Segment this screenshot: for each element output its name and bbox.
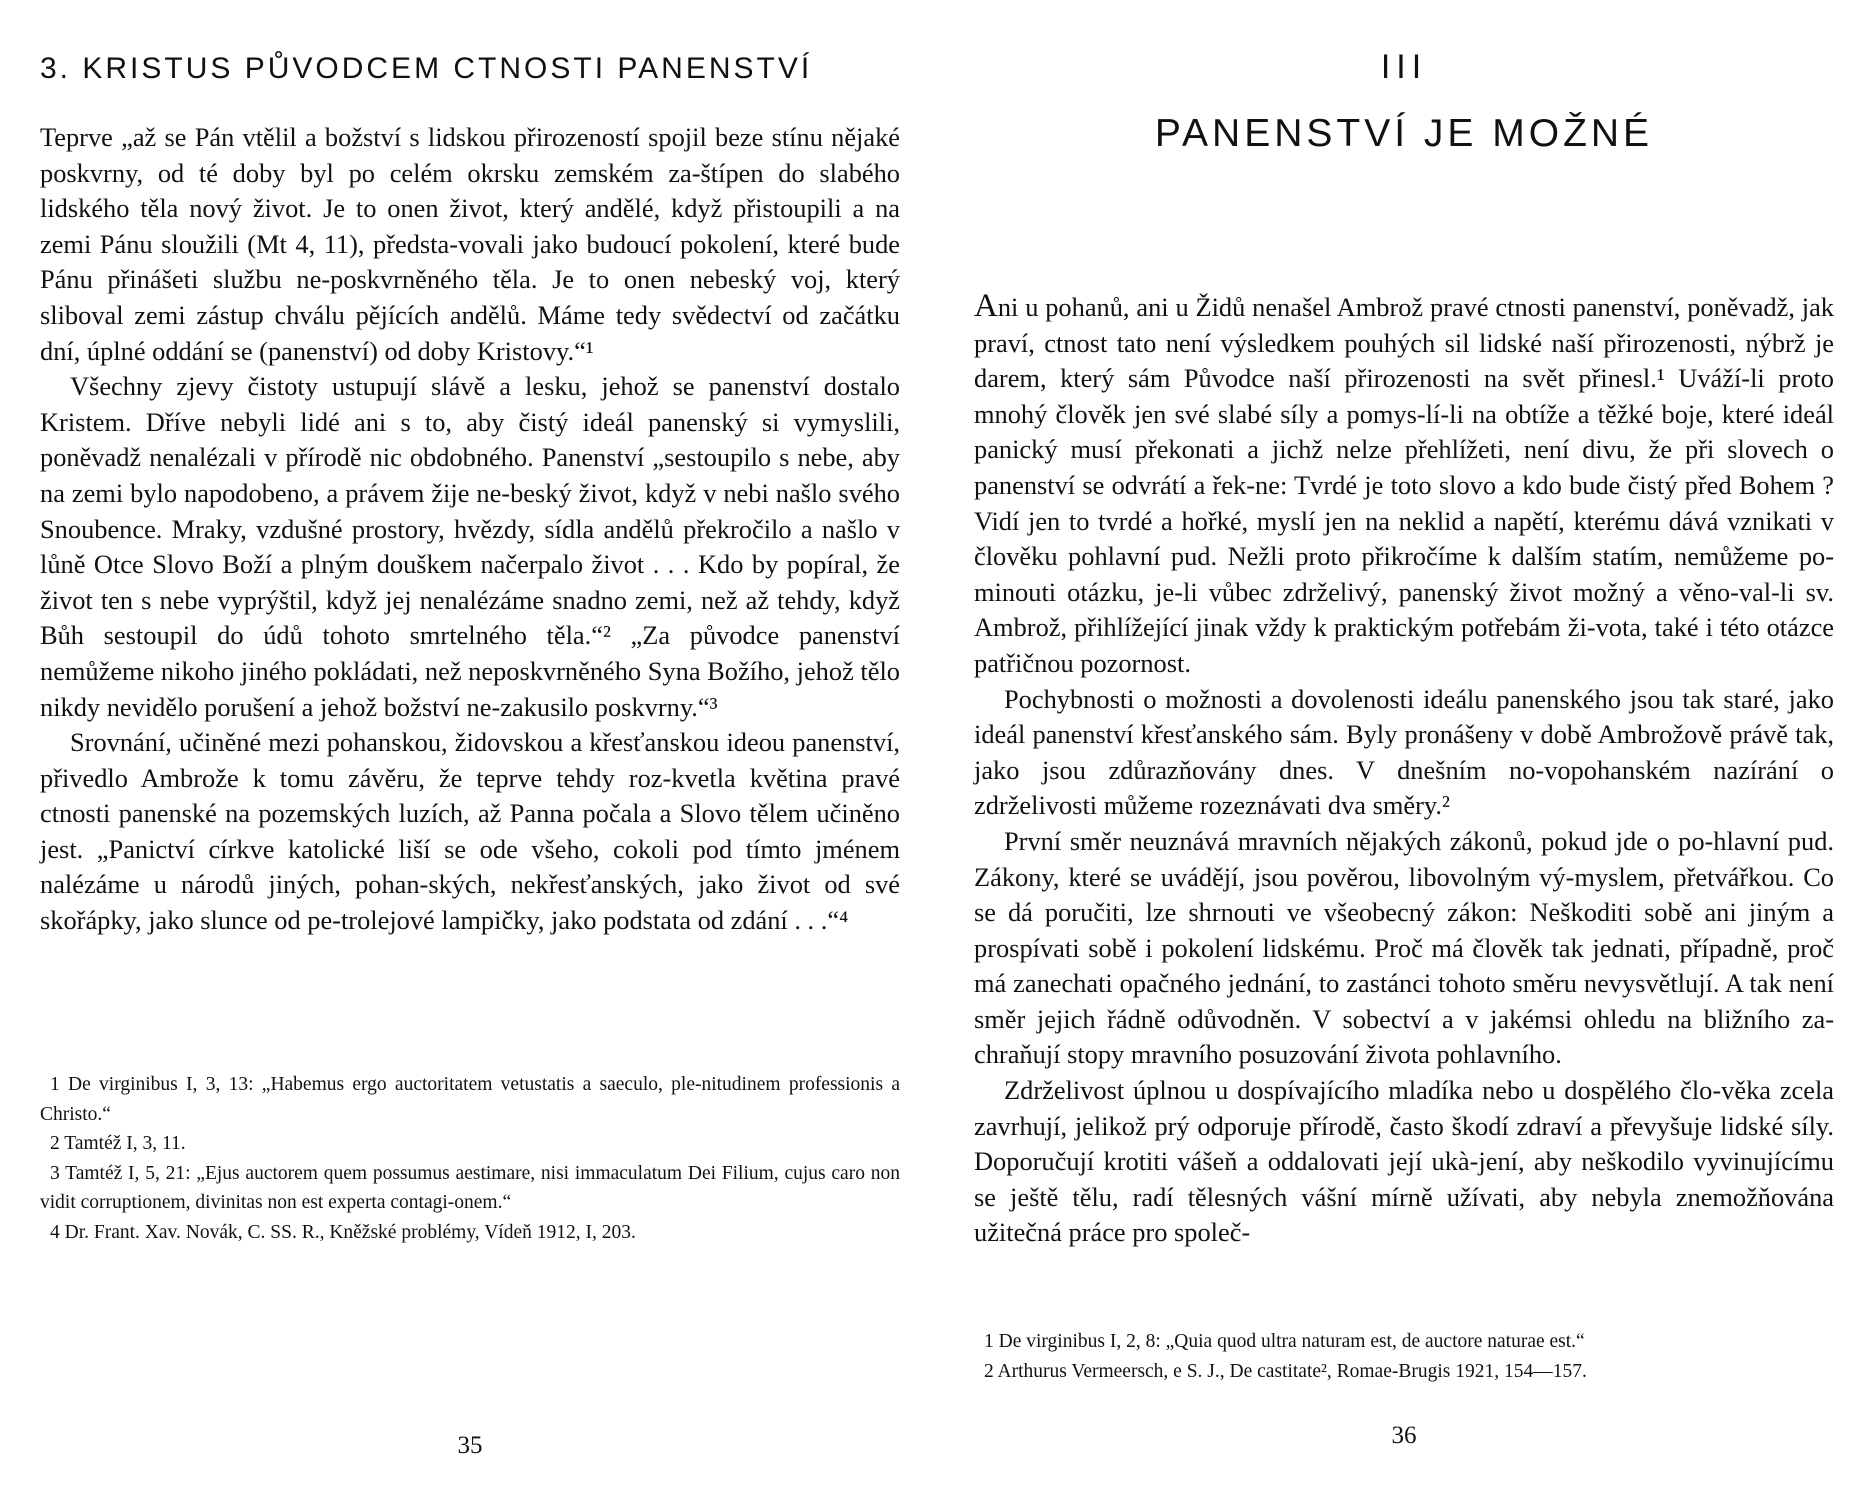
running-head: 3. KRISTUS PŮVODCEM CTNOSTI PANENSTVÍ xyxy=(40,52,813,85)
left-footnotes xyxy=(40,1070,900,1248)
paragraph: Všechny zjevy čistoty ustupují slávě a lesku, jehož se panenství dostalo Kristem. Dříve nebyli lidé ani s to, aby čistý ideál panenský si vymyslili, poněvadž nenalézali v přírodě nic obdobného. Panenství „sestoupilo s nebe, aby na zemi bylo napodobeno, a právem žije ne-beský život, když v nebi našlo svého Snoubence. Mraky, vzdušné prostory, hvězdy, sídla andělů překročilo a našlo v lůně Otce Slovo Boží a plným douškem načerpalo život . . . Kdo by popíral, že život ten s nebe vyprýštil, když jej nenalézáme snadno zemi, než až tehdy, když Bůh sestoupil do údů tohoto smrtelného těla.“² „Za původce panenství nemůžeme nikoho jiného pokládati, než neposkvrněného Syna Božího, jehož tělo nikdy nevidělo porušení a jehož božství ne-zakusilo poskvrny.“³ xyxy=(40,371,900,722)
footnote: 1 De virginibus I, 3, 13: „Habemus ergo auctoritatem vetustatis a saeculo, ple-nitudinem professionis a Christo.“ xyxy=(40,1074,900,1125)
page-number: 35 xyxy=(457,1432,483,1459)
opening-paragraph xyxy=(974,289,1834,682)
paragraph: Zdrželivost úplnou u dospívajícího mladíka nebo u dospělého člo-věka zcela zavrhují, jelikož prý odporuje přírodě, často škodí zdraví a převyšuje lidské síly. Doporučují krotiti vášeň a oddalovati její ukà-jení, aby neškodilo vyvinujícímu se ještě tělu, radí tělesných vášní mírně užívati, aby nebyla znemožňována užitečná práce pro společ- xyxy=(974,1075,1834,1248)
footnote: 1 De virginibus I, 2, 8: „Quia quod ultra naturam est, de auctore naturae est.“ xyxy=(984,1331,1585,1352)
paragraph: Pochybnosti o možnosti a dovolenosti ideálu panenského jsou tak staré, jako ideál panenství křesťanského sám. Byly pronášeny v době Ambrožově právě tak, jako jsou zdůrazňovány dnes. V dnešním no-vopohanském nazírání o zdrželivosti můžeme rozeznávati dva směry.² xyxy=(974,683,1834,821)
footnote: 2 Arthurus Vermeersch, e S. J., De castitate², Romae-Brugis 1921, 154—157. xyxy=(984,1360,1587,1382)
footnote: 4 Dr. Frant. Xav. Novák, C. SS. R., Kněžské problémy, Vídeň 1912, I, 203. xyxy=(50,1221,636,1243)
paragraph: Srovnání, učiněné mezi pohanskou, židovskou a křesťanskou ideou panenství, přivedlo Ambrože k tomu závěru, že teprve tehdy roz-kvetla květina pravé ctnosti panenské na pozemských luzích, až Panna počala a Slovo tělem učiněno jest. „Panictví církve katolické liší se ode všeho, cokoli pod tímto jménem nalézáme u národů jiných, pohan-ských, nekřesťanských, jako život od své skořápky, jako slunce od pe-trolejové lampičky, jako podstata od zdání . . .“⁴ xyxy=(40,727,900,936)
paragraph: Teprve „až se Pán vtělil a božství s lidskou přirozeností spojil beze stínu nějaké poskvrny, od té doby byl po celém okrsku zemském za-štípen do slabého lidského těla nový život. Je to onen život, který andělé, když přistoupili a na zemi Pánu sloužili (Mt 4, 11), předsta-vovali jako budoucí pokolení, které bude Pánu přinášeti službu ne-poskvrněného těla. Je to onen nebeský voj, který sliboval zemi zástup chválu pějících andělů. Máme tedy svědectví od začátku dní, úplné oddání se (panenství) od doby Kristovy.“¹ xyxy=(40,122,900,366)
page-number: 36 xyxy=(1391,1422,1417,1449)
chapter-number: III xyxy=(1380,48,1428,86)
right-footnotes xyxy=(974,1327,1834,1386)
right-page xyxy=(974,0,1834,1500)
footnote: 2 Tamtéž I, 3, 11. xyxy=(50,1133,186,1155)
opening-paragraph-text: ni u pohanů, ani u Židů nenašel Ambrož pravé ctnosti panenství, poněvadž, jak praví, ctnost tato není výsledkem pouhých sil lidské naší přirozenosti, nýbrž je darem, který sám Původce naší přirozenosti na svět přinesl.¹ Uváží-li proto mnohý člověk jen své slabé síly a pomys-lí-li na obtíže a těžké boje, které ideál panický musí překonati a jichž nelze přehlížeti, není divu, že při slovech o panenství se odvrátí a řek-ne: Tvrdé je toto slovo a kdo bude čistý před Bohem ? Vidí jen to tvrdé a hořké, myslí jen na neklid a napětí, kterému dává vznikati v člověku pohlavní pud. Nežli proto přikročíme k dalším statím, nemůžeme po-minouti otázku, je-li vůbec zdrželivý, panenský život možný a věno-val-li sv. Ambrož, přihlížející jinak vždy k praktickým potřebám ži-vota, také i této otázce patřičnou pozornost. xyxy=(974,292,1834,678)
left-page xyxy=(40,0,900,1500)
right-body-text xyxy=(974,289,1834,1251)
chapter-title: PANENSTVÍ JE MOŽNÉ xyxy=(1154,112,1654,155)
left-body-text xyxy=(40,120,900,939)
footnote: 3 Tamtéž I, 5, 21: „Ejus auctorem quem possumus aestimare, nisi immaculatum Dei Filium, cujus caro non vidit corruptionem, divinitas non est experta contagi-onem.“ xyxy=(40,1162,900,1214)
paragraph: První směr neuznává mravních nějakých zákonů, pokud jde o po-hlavní pud. Zákony, které se uvádějí, jsou pověrou, libovolným vý-myslem, přetvářkou. Co se dá poručiti, lze shrnouti ve všeobecný zákon: Neškoditi sobě ani jiným a prospívati sobě i pokolení lidskému. Proč má člověk tak jednati, případně, proč má zanechati opačného jednání, to zastánci tohoto směru nevysvětlují. A tak není směr jejich řádně odůvodněn. V sobectví a v jakémsi ohledu na bližního za-chraňují stopy mravního posuzování života pohlavního. xyxy=(974,825,1834,1070)
drop-cap: A xyxy=(974,288,998,324)
